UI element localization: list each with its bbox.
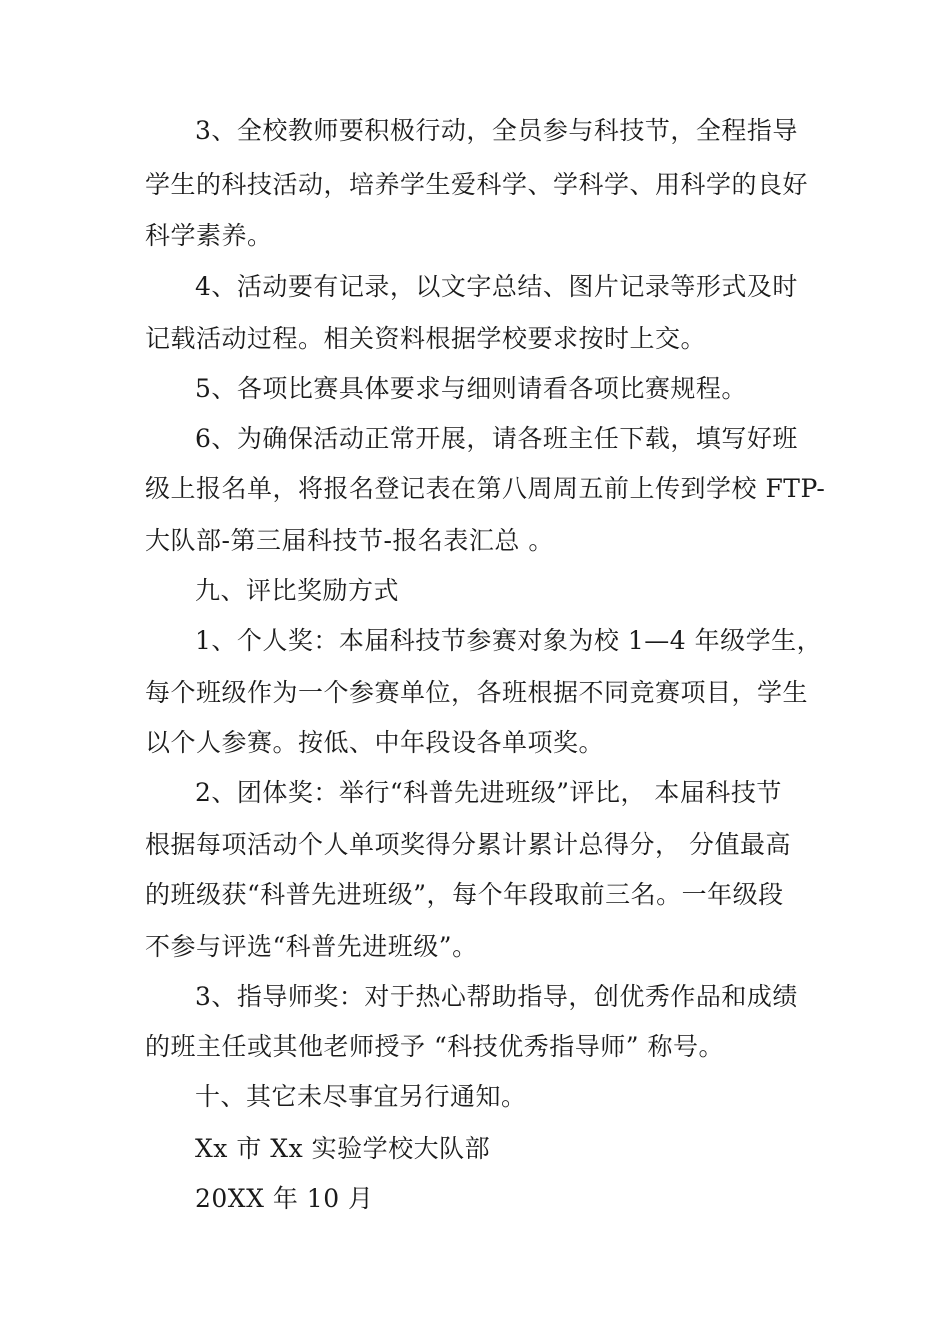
signature-date: 20XX 年 10 月 bbox=[195, 1184, 374, 1213]
paragraph-line: 2、团体奖：举行“科普先进班级”评比， 本届科技节 bbox=[195, 778, 782, 807]
paragraph-line: 3、指导师奖：对于热心帮助指导，创优秀作品和成绩 bbox=[195, 982, 798, 1011]
signature-organization: Xx 市 Xx 实验学校大队部 bbox=[195, 1134, 491, 1163]
section-heading: 十、其它未尽事宜另行通知。 bbox=[195, 1082, 527, 1111]
section-heading: 九、评比奖励方式 bbox=[195, 576, 400, 605]
paragraph-line: 记载活动过程。相关资料根据学校要求按时上交。 bbox=[145, 324, 707, 353]
paragraph-line: 级上报名单，将报名登记表在第八周周五前上传到学校 FTP- bbox=[145, 474, 826, 503]
paragraph-line: 以个人参赛。按低、中年段设各单项奖。 bbox=[145, 728, 605, 757]
paragraph-line: 6、为确保活动正常开展，请各班主任下载，填写好班 bbox=[195, 424, 798, 453]
paragraph-line: 科学素养。 bbox=[145, 221, 273, 250]
paragraph-line: 3、全校教师要积极行动，全员参与科技节，全程指导 bbox=[195, 116, 798, 145]
paragraph-line: 的班级获“科普先进班级”，每个年段取前三名。一年级段 bbox=[145, 880, 784, 909]
paragraph-line: 4、活动要有记录，以文字总结、图片记录等形式及时 bbox=[195, 272, 798, 301]
paragraph-line: 的班主任或其他老师授予 “科技优秀指导师” 称号。 bbox=[145, 1032, 724, 1061]
paragraph-line: 每个班级作为一个参赛单位，各班根据不同竞赛项目，学生 bbox=[145, 678, 809, 707]
paragraph-line: 大队部-第三届科技节-报名表汇总 。 bbox=[145, 526, 554, 555]
paragraph-line: 不参与评选“科普先进班级”。 bbox=[145, 932, 478, 961]
paragraph-line: 学生的科技活动，培养学生爱科学、学科学、用科学的良好 bbox=[145, 170, 809, 199]
paragraph-line: 根据每项活动个人单项奖得分累计累计总得分， 分值最高 bbox=[145, 830, 791, 859]
paragraph-line: 1、个人奖：本届科技节参赛对象为校 1—4 年级学生， bbox=[195, 626, 823, 655]
paragraph-line: 5、各项比赛具体要求与细则请看各项比赛规程。 bbox=[195, 374, 747, 403]
